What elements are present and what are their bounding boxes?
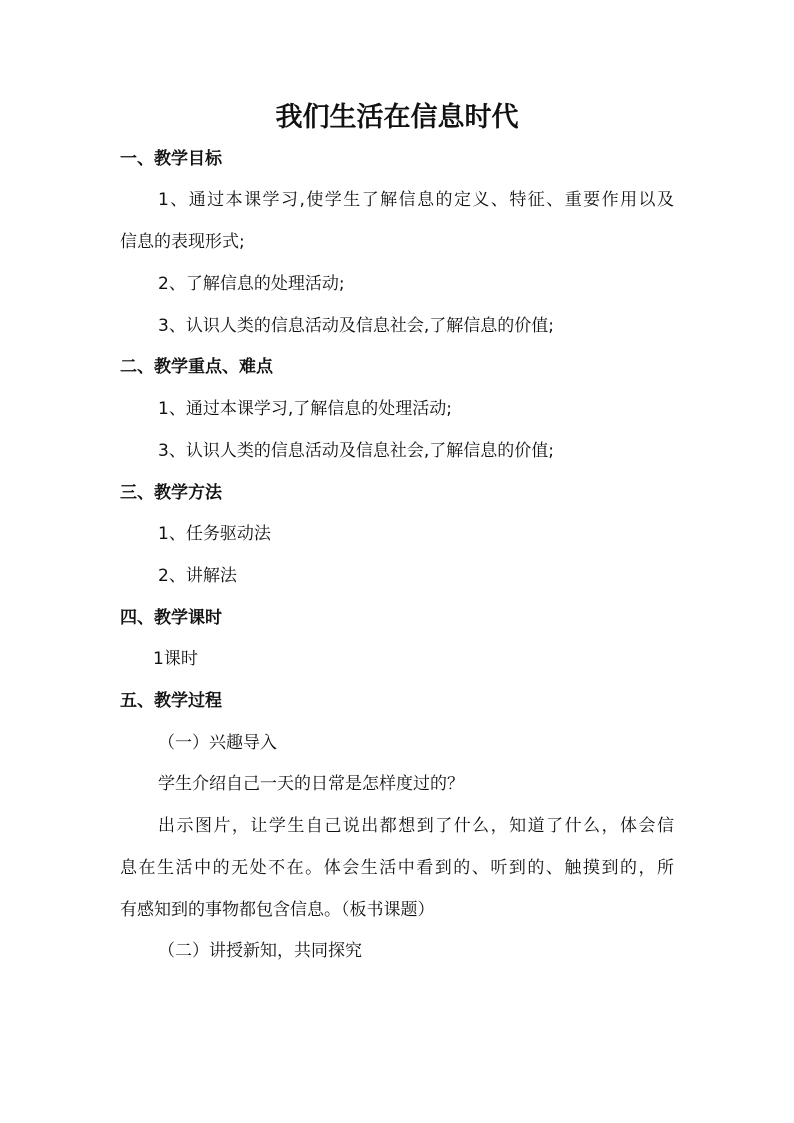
paragraph-line: 1课时 [153,649,198,669]
paragraph-line: 出示图片，让学生自己说出都想到了什么，知道了什么，体会信 [158,816,674,836]
section-heading-process: 五、教学过程 [120,691,222,711]
paragraph-line: 1、通过本课学习,使学生了解信息的定义、特征、重要作用以及 [158,190,674,210]
subsection-heading: （一）兴趣导入 [158,733,277,753]
paragraph-line: 有感知到的事物都包含信息。（板书课题） [120,900,435,920]
section-heading-key-points: 二、教学重点、难点 [120,357,273,377]
section-heading-class-hours: 四、教学课时 [120,608,222,628]
paragraph-line: 息在生活中的无处不在。体会生活中看到的、听到的、触摸到的，所 [120,858,674,878]
paragraph-line: 3、认识人类的信息活动及信息社会,了解信息的价值; [158,441,554,461]
paragraph-line: 学生介绍自己一天的日常是怎样度过的？ [158,774,464,794]
paragraph-line: 3、认识人类的信息活动及信息社会,了解信息的价值; [158,316,554,336]
paragraph-line: 1、任务驱动法 [158,524,271,544]
paragraph-line: 2、了解信息的处理活动; [158,274,345,294]
document-title: 我们生活在信息时代 [275,102,519,133]
paragraph-line: 1、通过本课学习,了解信息的处理活动; [158,399,452,419]
section-heading-objectives: 一、教学目标 [120,149,222,169]
paragraph-line: 信息的表现形式; [120,232,245,252]
section-heading-methods: 三、教学方法 [120,483,222,503]
subsection-heading: （二）讲授新知，共同探究 [158,941,362,961]
paragraph-line: 2、讲解法 [158,566,237,586]
